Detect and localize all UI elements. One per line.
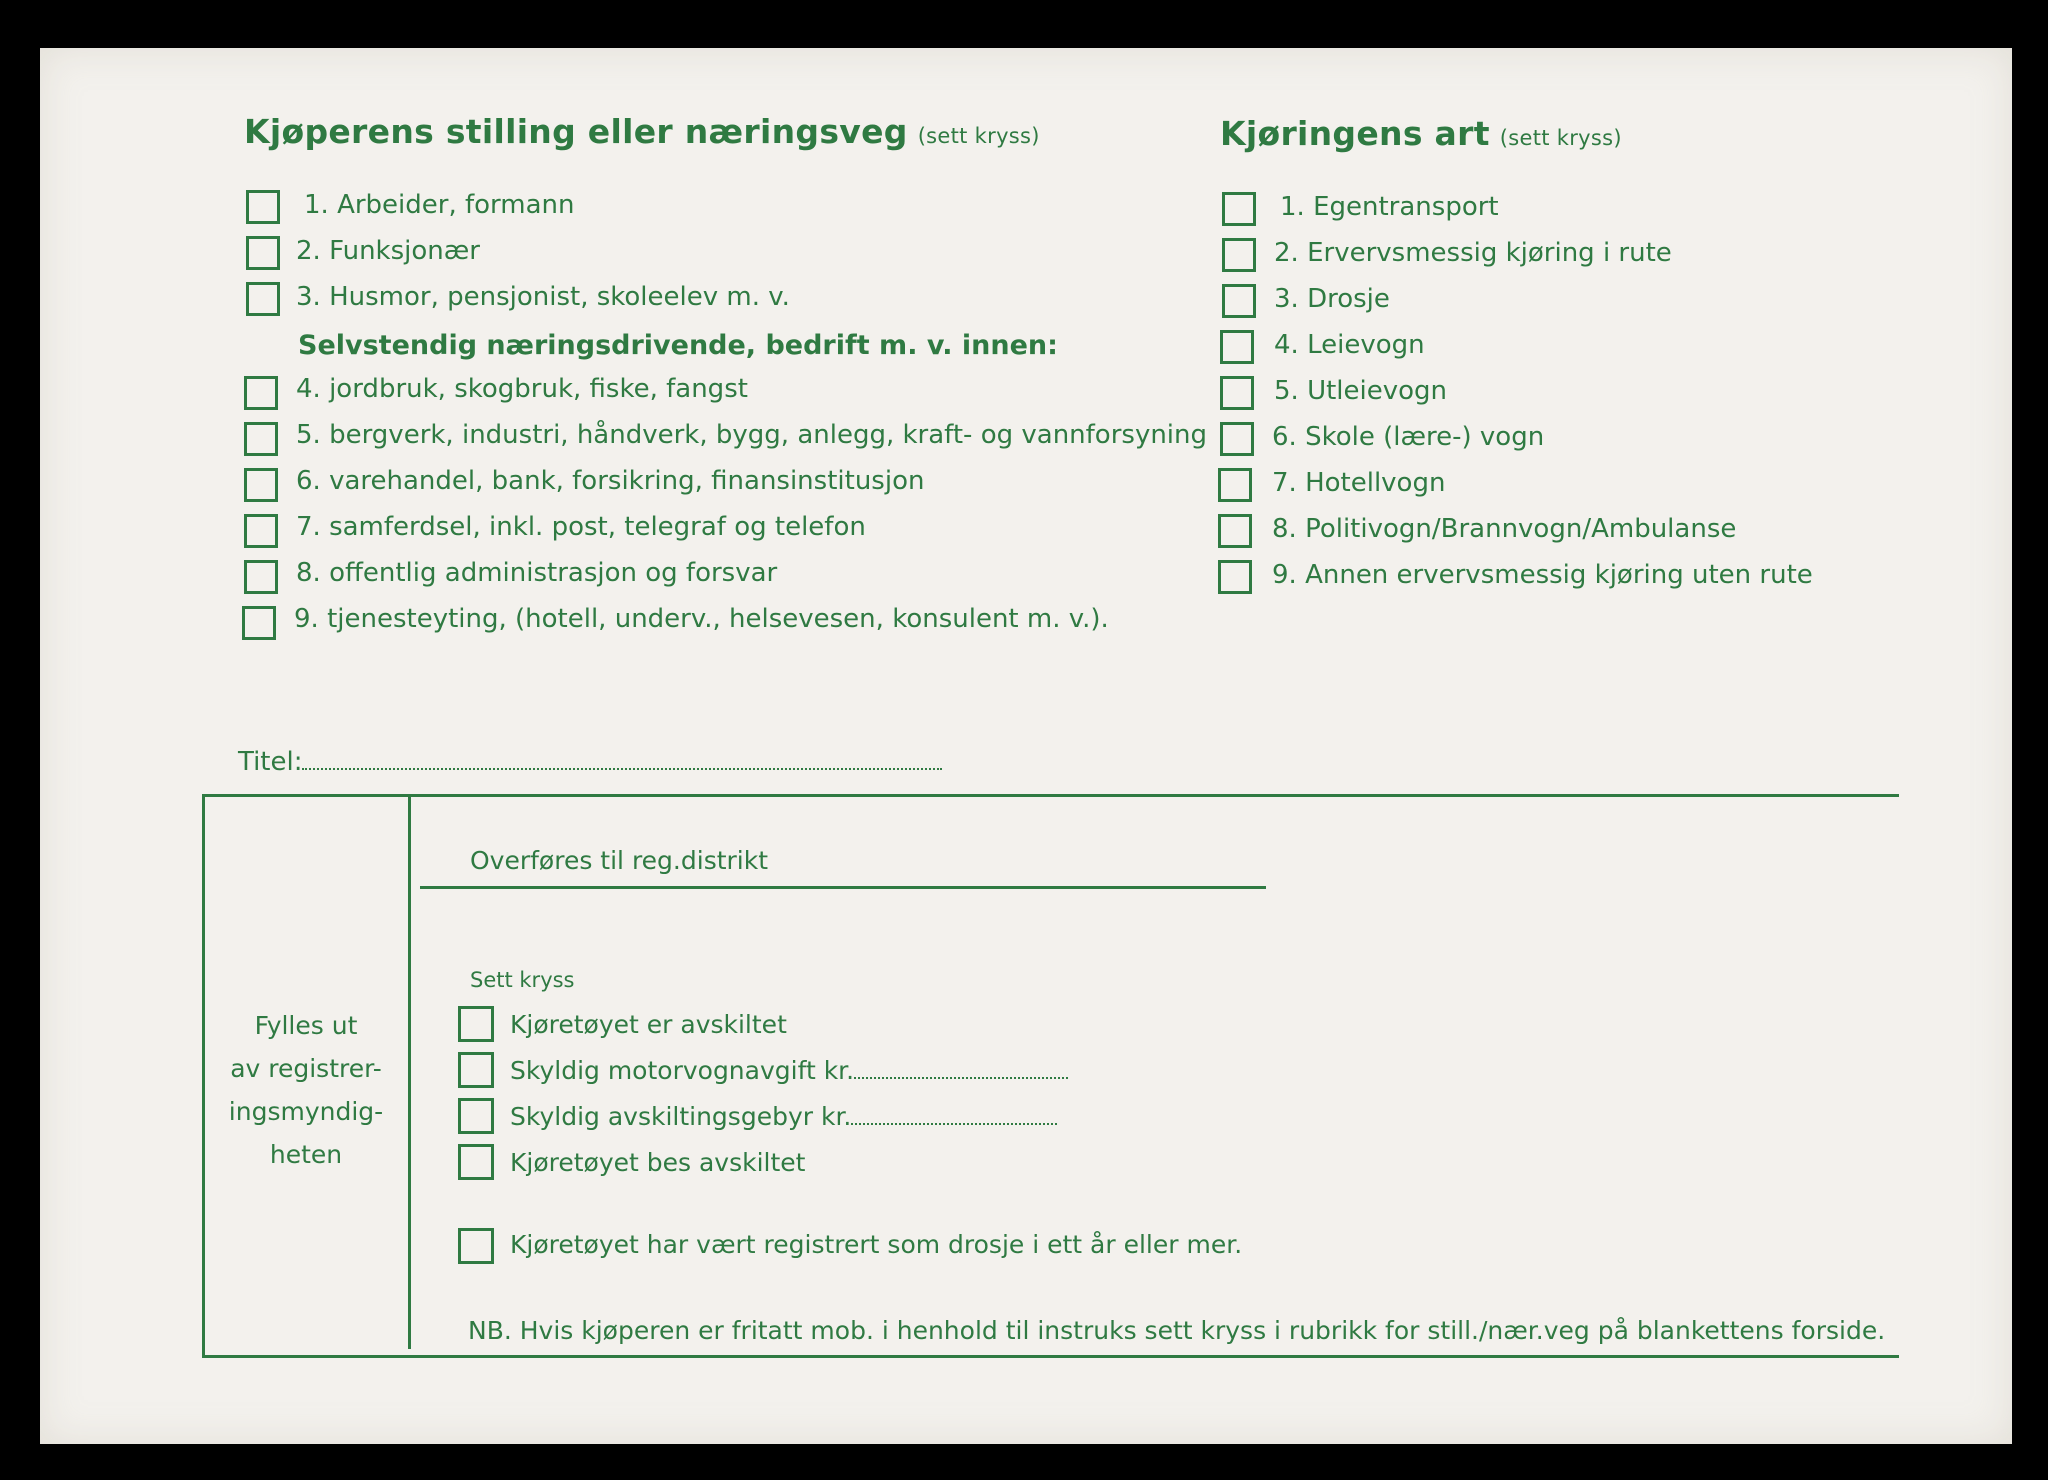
transfer-district-line[interactable] [420,886,1266,889]
occupation-item-7: 7. samferdsel, inkl. post, telegraf og telefon [296,512,866,542]
checkbox-occupation-9[interactable] [242,606,276,640]
checkbox-driving-8[interactable] [1218,514,1252,548]
driving-item-1: 1. Egentransport [1280,192,1499,222]
checkbox-driving-5[interactable] [1220,376,1254,410]
titel-label: Titel: [238,747,303,777]
right-section-title: Kjøringens art [1220,114,1490,153]
checkbox-occupation-8[interactable] [244,560,278,594]
driving-item-9: 9. Annen ervervsmessig kjøring uten rute [1272,560,1813,590]
side-label-line-4: heten [269,1140,343,1169]
left-section-title-note: (sett kryss) [917,124,1040,148]
titel-field[interactable] [238,746,942,777]
driving-item-8: 8. Politivogn/Brannvogn/Ambulanse [1272,514,1737,544]
check-item-owed-tax: Skyldig motorvognavgift kr. [510,1056,855,1085]
owed-tax-amount-line[interactable] [854,1057,1068,1079]
owed-fee-row [510,1102,1057,1131]
checkbox-occupation-3[interactable] [246,282,280,316]
driving-item-7: 7. Hotellvogn [1272,468,1446,498]
owed-tax-row [510,1056,1068,1085]
side-label-line-2: av registrer- [230,1054,382,1083]
checkbox-driving-6[interactable] [1220,422,1254,456]
occupation-item-1: 1. Arbeider, formann [304,190,575,220]
occupation-item-2: 2. Funksjonær [296,236,480,266]
checkbox-driving-9[interactable] [1218,560,1252,594]
check-item-drosje-year: Kjøretøyet har vært registrert som drosje i ett år eller mer. [510,1230,1243,1259]
right-section-title-note: (sett kryss) [1499,126,1622,150]
occupation-item-3: 3. Husmor, pensjonist, skoleelev m. v. [296,282,790,312]
occupation-item-4: 4. jordbruk, skogbruk, fiske, fangst [296,374,748,404]
transfer-label: Overføres til reg.distrikt [470,846,769,875]
occupation-item-9: 9. tjenesteyting, (hotell, underv., helsevesen, konsulent m. v.). [294,604,1109,634]
driving-item-5: 5. Utleievogn [1274,376,1448,406]
checkbox-driving-4[interactable] [1220,330,1254,364]
checkbox-driving-7[interactable] [1218,468,1252,502]
driving-item-2: 2. Ervervsmessig kjøring i rute [1274,238,1672,268]
checkbox-driving-2[interactable] [1222,238,1256,272]
left-section-heading [244,112,1040,151]
checkbox-occupation-4[interactable] [244,376,278,410]
checkbox-occupation-7[interactable] [244,514,278,548]
self-employed-subheading: Selvstendig næringsdrivende, bedrift m. v. innen: [298,330,1058,361]
checkbox-drosje-year[interactable] [458,1228,494,1264]
checkbox-occupation-2[interactable] [246,236,280,270]
occupation-item-8: 8. offentlig administrasjon og forsvar [296,558,778,588]
nb-note: NB. Hvis kjøperen er fritatt mob. i henhold til instruks sett kryss i rubrikk for still./nær.veg på blankettens forside. [468,1316,1886,1345]
side-label-line-1: Fylles ut [254,1011,358,1040]
driving-item-3: 3. Drosje [1274,284,1390,314]
left-section-title: Kjøperens stilling eller næringsveg [244,112,908,151]
driving-item-4: 4. Leievogn [1274,330,1425,360]
checkbox-occupation-1[interactable] [246,190,280,224]
registration-side-label [206,1004,406,1176]
checkbox-occupation-5[interactable] [244,422,278,456]
checkbox-request-deregistration[interactable] [458,1144,494,1180]
checkbox-owed-fee[interactable] [458,1098,494,1134]
check-item-request-deregistration: Kjøretøyet bes avskiltet [510,1148,806,1177]
check-item-owed-fee: Skyldig avskiltingsgebyr kr. [510,1102,852,1131]
checkbox-deregistered[interactable] [458,1006,494,1042]
checkbox-driving-3[interactable] [1222,284,1256,318]
driving-item-6: 6. Skole (lære-) vogn [1272,422,1545,452]
checkbox-occupation-6[interactable] [244,468,278,502]
titel-dotted-line [302,746,942,770]
side-label-line-3: ingsmyndig- [228,1097,384,1126]
occupation-item-5: 5. bergverk, industri, håndverk, bygg, anlegg, kraft- og vannforsyning [296,420,1208,450]
checkbox-owed-tax[interactable] [458,1052,494,1088]
checkbox-driving-1[interactable] [1222,192,1256,226]
owed-fee-amount-line[interactable] [851,1103,1057,1125]
occupation-item-6: 6. varehandel, bank, forsikring, finansinstitusjon [296,466,925,496]
registration-divider [408,797,411,1349]
check-item-deregistered: Kjøretøyet er avskiltet [510,1010,787,1039]
right-section-heading [1220,114,1622,153]
check-instruction: Sett kryss [470,968,575,992]
